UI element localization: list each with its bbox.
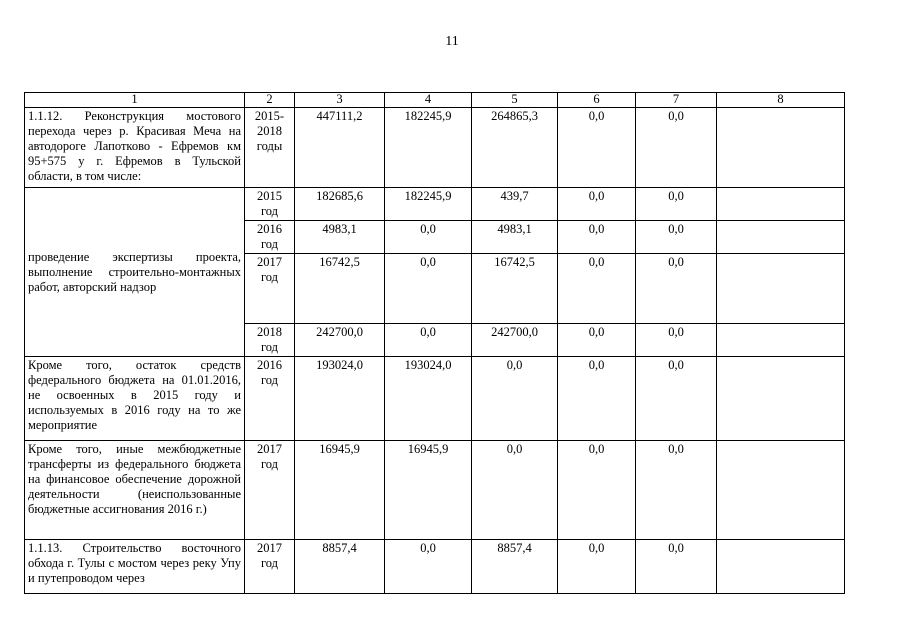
item-description: 1.1.13. Строительство восточного обхода г. Тулы с мостом через реку Упу и путепроводом через bbox=[25, 540, 245, 594]
value-cell: 0,0 bbox=[636, 254, 717, 324]
table-row bbox=[25, 540, 845, 594]
value-cell bbox=[717, 540, 845, 594]
period-cell: 2017 год bbox=[245, 254, 295, 324]
value-cell: 182245,9 bbox=[385, 188, 472, 221]
column-header: 5 bbox=[472, 93, 558, 108]
item-description: 1.1.12. Реконструкция мостового перехода через р. Красивая Меча на автодороге Лапотково - Ефремов км 95+575 у г. Ефремов в Тульской области, в том числе: bbox=[25, 108, 245, 188]
value-cell: 0,0 bbox=[472, 357, 558, 441]
column-header: 3 bbox=[295, 93, 385, 108]
value-cell: 182245,9 bbox=[385, 108, 472, 188]
value-cell: 0,0 bbox=[558, 540, 636, 594]
value-cell: 182685,6 bbox=[295, 188, 385, 221]
budget-table bbox=[24, 92, 845, 594]
value-cell: 0,0 bbox=[472, 441, 558, 540]
value-cell: 439,7 bbox=[472, 188, 558, 221]
period-cell: 2016 год bbox=[245, 357, 295, 441]
value-cell: 0,0 bbox=[385, 540, 472, 594]
value-cell: 0,0 bbox=[385, 324, 472, 357]
value-cell: 0,0 bbox=[636, 221, 717, 254]
table-row bbox=[25, 108, 845, 188]
value-cell: 16945,9 bbox=[295, 441, 385, 540]
value-cell: 0,0 bbox=[636, 188, 717, 221]
value-cell: 193024,0 bbox=[295, 357, 385, 441]
value-cell: 0,0 bbox=[558, 188, 636, 221]
page-number: 11 bbox=[445, 34, 459, 49]
value-cell: 193024,0 bbox=[385, 357, 472, 441]
value-cell bbox=[717, 324, 845, 357]
table-row bbox=[25, 188, 845, 221]
value-cell: 0,0 bbox=[558, 254, 636, 324]
column-header: 7 bbox=[636, 93, 717, 108]
value-cell bbox=[717, 108, 845, 188]
value-cell: 0,0 bbox=[558, 324, 636, 357]
value-cell: 16945,9 bbox=[385, 441, 472, 540]
period-cell: 2016 год bbox=[245, 221, 295, 254]
value-cell: 242700,0 bbox=[472, 324, 558, 357]
period-cell: 2017 год bbox=[245, 540, 295, 594]
value-cell: 242700,0 bbox=[295, 324, 385, 357]
item-description: Кроме того, остаток средств федерального бюджета на 01.01.2016, не освоенных в 2015 году и используемых в 2016 году на то же мероприятие bbox=[25, 357, 245, 441]
value-cell: 0,0 bbox=[636, 357, 717, 441]
table-row bbox=[25, 357, 845, 441]
value-cell bbox=[717, 221, 845, 254]
value-cell: 8857,4 bbox=[472, 540, 558, 594]
column-header: 6 bbox=[558, 93, 636, 108]
table-row bbox=[25, 441, 845, 540]
column-header: 8 bbox=[717, 93, 845, 108]
column-header: 1 bbox=[25, 93, 245, 108]
column-header: 2 bbox=[245, 93, 295, 108]
value-cell: 0,0 bbox=[558, 108, 636, 188]
item-description: проведение экспертизы проекта, выполнение строительно-монтажных работ, авторский надзор bbox=[25, 188, 245, 357]
value-cell bbox=[717, 441, 845, 540]
value-cell bbox=[717, 188, 845, 221]
value-cell: 16742,5 bbox=[472, 254, 558, 324]
item-description: Кроме того, иные межбюджетные трансферты из федерального бюджета на финансовое обеспечение дорожной деятельности (неиспользованные бюджетные ассигнования 2016 г.) bbox=[25, 441, 245, 540]
value-cell: 264865,3 bbox=[472, 108, 558, 188]
value-cell: 0,0 bbox=[558, 441, 636, 540]
value-cell: 0,0 bbox=[636, 108, 717, 188]
value-cell: 0,0 bbox=[558, 357, 636, 441]
value-cell: 0,0 bbox=[636, 324, 717, 357]
period-cell: 2018 год bbox=[245, 324, 295, 357]
period-cell: 2015 год bbox=[245, 188, 295, 221]
value-cell: 0,0 bbox=[385, 221, 472, 254]
value-cell: 16742,5 bbox=[295, 254, 385, 324]
value-cell: 0,0 bbox=[558, 221, 636, 254]
value-cell bbox=[717, 357, 845, 441]
value-cell: 0,0 bbox=[636, 540, 717, 594]
value-cell: 8857,4 bbox=[295, 540, 385, 594]
value-cell: 447111,2 bbox=[295, 108, 385, 188]
value-cell: 4983,1 bbox=[295, 221, 385, 254]
value-cell: 0,0 bbox=[636, 441, 717, 540]
column-number-row bbox=[25, 93, 845, 108]
value-cell bbox=[717, 254, 845, 324]
value-cell: 0,0 bbox=[385, 254, 472, 324]
value-cell: 4983,1 bbox=[472, 221, 558, 254]
period-cell: 2017 год bbox=[245, 441, 295, 540]
period-cell: 2015-2018 годы bbox=[245, 108, 295, 188]
column-header: 4 bbox=[385, 93, 472, 108]
